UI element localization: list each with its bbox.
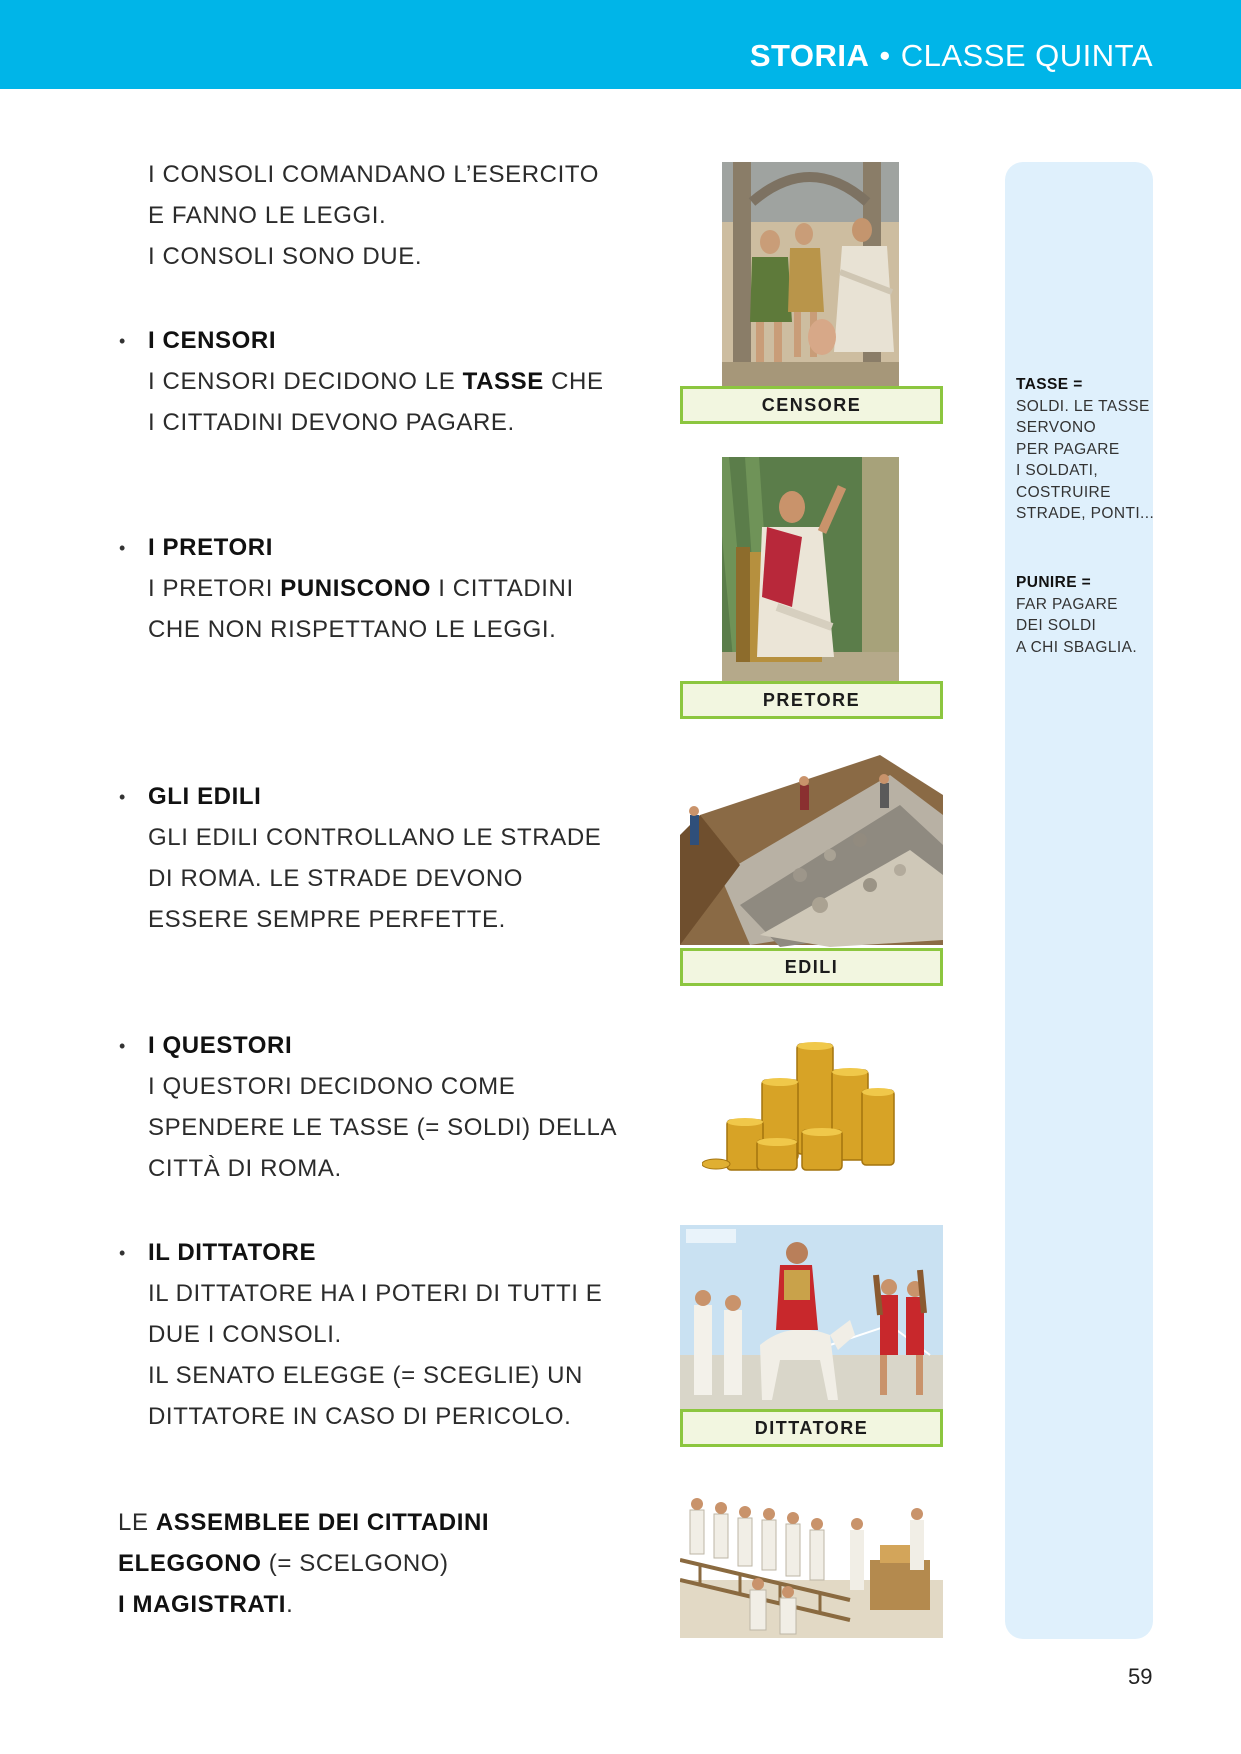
edili-illustration xyxy=(680,755,943,947)
page-number: 59 xyxy=(1128,1664,1153,1689)
glossary-line: FAR PAGARE xyxy=(1016,595,1118,613)
caption-edili: EDILI xyxy=(680,948,943,986)
edili-block xyxy=(148,776,601,940)
text-span: I PRETORI xyxy=(148,575,281,602)
text-line: DUE I CONSOLI. xyxy=(148,1321,342,1348)
censori-block xyxy=(148,320,604,443)
text-line: I CONSOLI COMANDANO L’ESERCITO xyxy=(148,161,599,188)
glossary-line: A CHI SBAGLIA. xyxy=(1016,638,1138,656)
text-span: (= SCELGONO) xyxy=(261,1550,449,1577)
text-line: GLI EDILI CONTROLLANO LE STRADE xyxy=(148,824,602,851)
text-line: DITTATORE IN CASO DI PERICOLO. xyxy=(148,1403,572,1430)
text-line: DI ROMA. LE STRADE DEVONO xyxy=(148,865,524,892)
page-header xyxy=(0,0,1241,89)
keyword-tasse: TASSE xyxy=(462,368,544,395)
pretori-block xyxy=(148,527,574,650)
text-line: SPENDERE LE TASSE (= SOLDI) DELLA xyxy=(148,1114,618,1141)
glossary-term: PUNIRE = xyxy=(1016,574,1092,591)
text-span: CHE xyxy=(543,368,604,395)
questori-block xyxy=(148,1025,617,1189)
bullet-censori: • xyxy=(119,331,126,351)
text-line: ESSERE SEMPRE PERFETTE. xyxy=(148,906,506,933)
bullet-dittatore: • xyxy=(119,1243,126,1263)
text-line: E FANNO LE LEGGI. xyxy=(148,202,387,229)
text-line: I CONSOLI SONO DUE. xyxy=(148,243,423,270)
glossary-line: SOLDI. LE TASSE xyxy=(1016,397,1150,415)
subject-label: STORIA xyxy=(749,38,870,73)
text-span: I CENSORI DECIDONO LE xyxy=(148,368,463,395)
dittatore-block xyxy=(148,1232,602,1437)
class-label: CLASSE QUINTA xyxy=(900,38,1153,73)
text-line: I CITTADINI DEVONO PAGARE. xyxy=(148,409,515,436)
glossary-line: SERVONO xyxy=(1016,419,1097,436)
keyword-puniscono: PUNISCONO xyxy=(280,575,431,602)
glossary-line: DEI SOLDI xyxy=(1016,617,1097,634)
dittatore-illustration xyxy=(680,1225,943,1411)
glossary-line: PER PAGARE xyxy=(1016,440,1120,458)
glossary-punire xyxy=(1016,572,1137,658)
keyword-magistrati: I MAGISTRATI xyxy=(118,1591,287,1618)
pretore-illustration xyxy=(722,457,899,681)
text-line: I QUESTORI DECIDONO COME xyxy=(148,1073,516,1100)
glossary-line: STRADE, PONTI... xyxy=(1016,505,1155,522)
bullet-pretori: • xyxy=(119,538,126,558)
coins-illustration xyxy=(702,1040,902,1178)
header-separator: • xyxy=(879,38,891,73)
glossary-tasse xyxy=(1016,374,1154,525)
header-title xyxy=(750,38,1153,74)
caption-pretore: PRETORE xyxy=(680,681,943,719)
keyword-eleggono: ELEGGONO xyxy=(118,1550,262,1577)
censore-illustration xyxy=(722,162,899,388)
bullet-questori: • xyxy=(119,1036,126,1056)
assemblee-block xyxy=(118,1502,489,1625)
caption-dittatore: DITTATORE xyxy=(680,1409,943,1447)
text-line: CITTÀ DI ROMA. xyxy=(148,1155,342,1182)
text-line: CHE NON RISPETTANO LE LEGGI. xyxy=(148,616,557,643)
caption-censore: CENSORE xyxy=(680,386,943,424)
consoli-block xyxy=(148,154,599,277)
text-line: IL SENATO ELEGGE (= SCEGLIE) UN xyxy=(148,1362,583,1389)
keyword-assemblee: ASSEMBLEE DEI CITTADINI xyxy=(155,1509,490,1536)
glossary-line: COSTRUIRE xyxy=(1016,483,1111,501)
text-span: I CITTADINI xyxy=(431,575,574,602)
section-title-questori: I QUESTORI xyxy=(148,1032,293,1059)
section-title-pretori: I PRETORI xyxy=(148,534,273,561)
assemblee-illustration xyxy=(680,1490,943,1638)
text-span: . xyxy=(286,1591,294,1618)
text-span: LE xyxy=(118,1509,156,1536)
section-title-dittatore: IL DITTATORE xyxy=(148,1239,317,1266)
text-line: IL DITTATORE HA I POTERI DI TUTTI E xyxy=(148,1280,603,1307)
section-title-edili: GLI EDILI xyxy=(148,783,262,810)
bullet-edili: • xyxy=(119,787,126,807)
glossary-term: TASSE = xyxy=(1016,376,1083,393)
section-title-censori: I CENSORI xyxy=(148,327,277,354)
glossary-line: I SOLDATI, xyxy=(1016,462,1099,479)
